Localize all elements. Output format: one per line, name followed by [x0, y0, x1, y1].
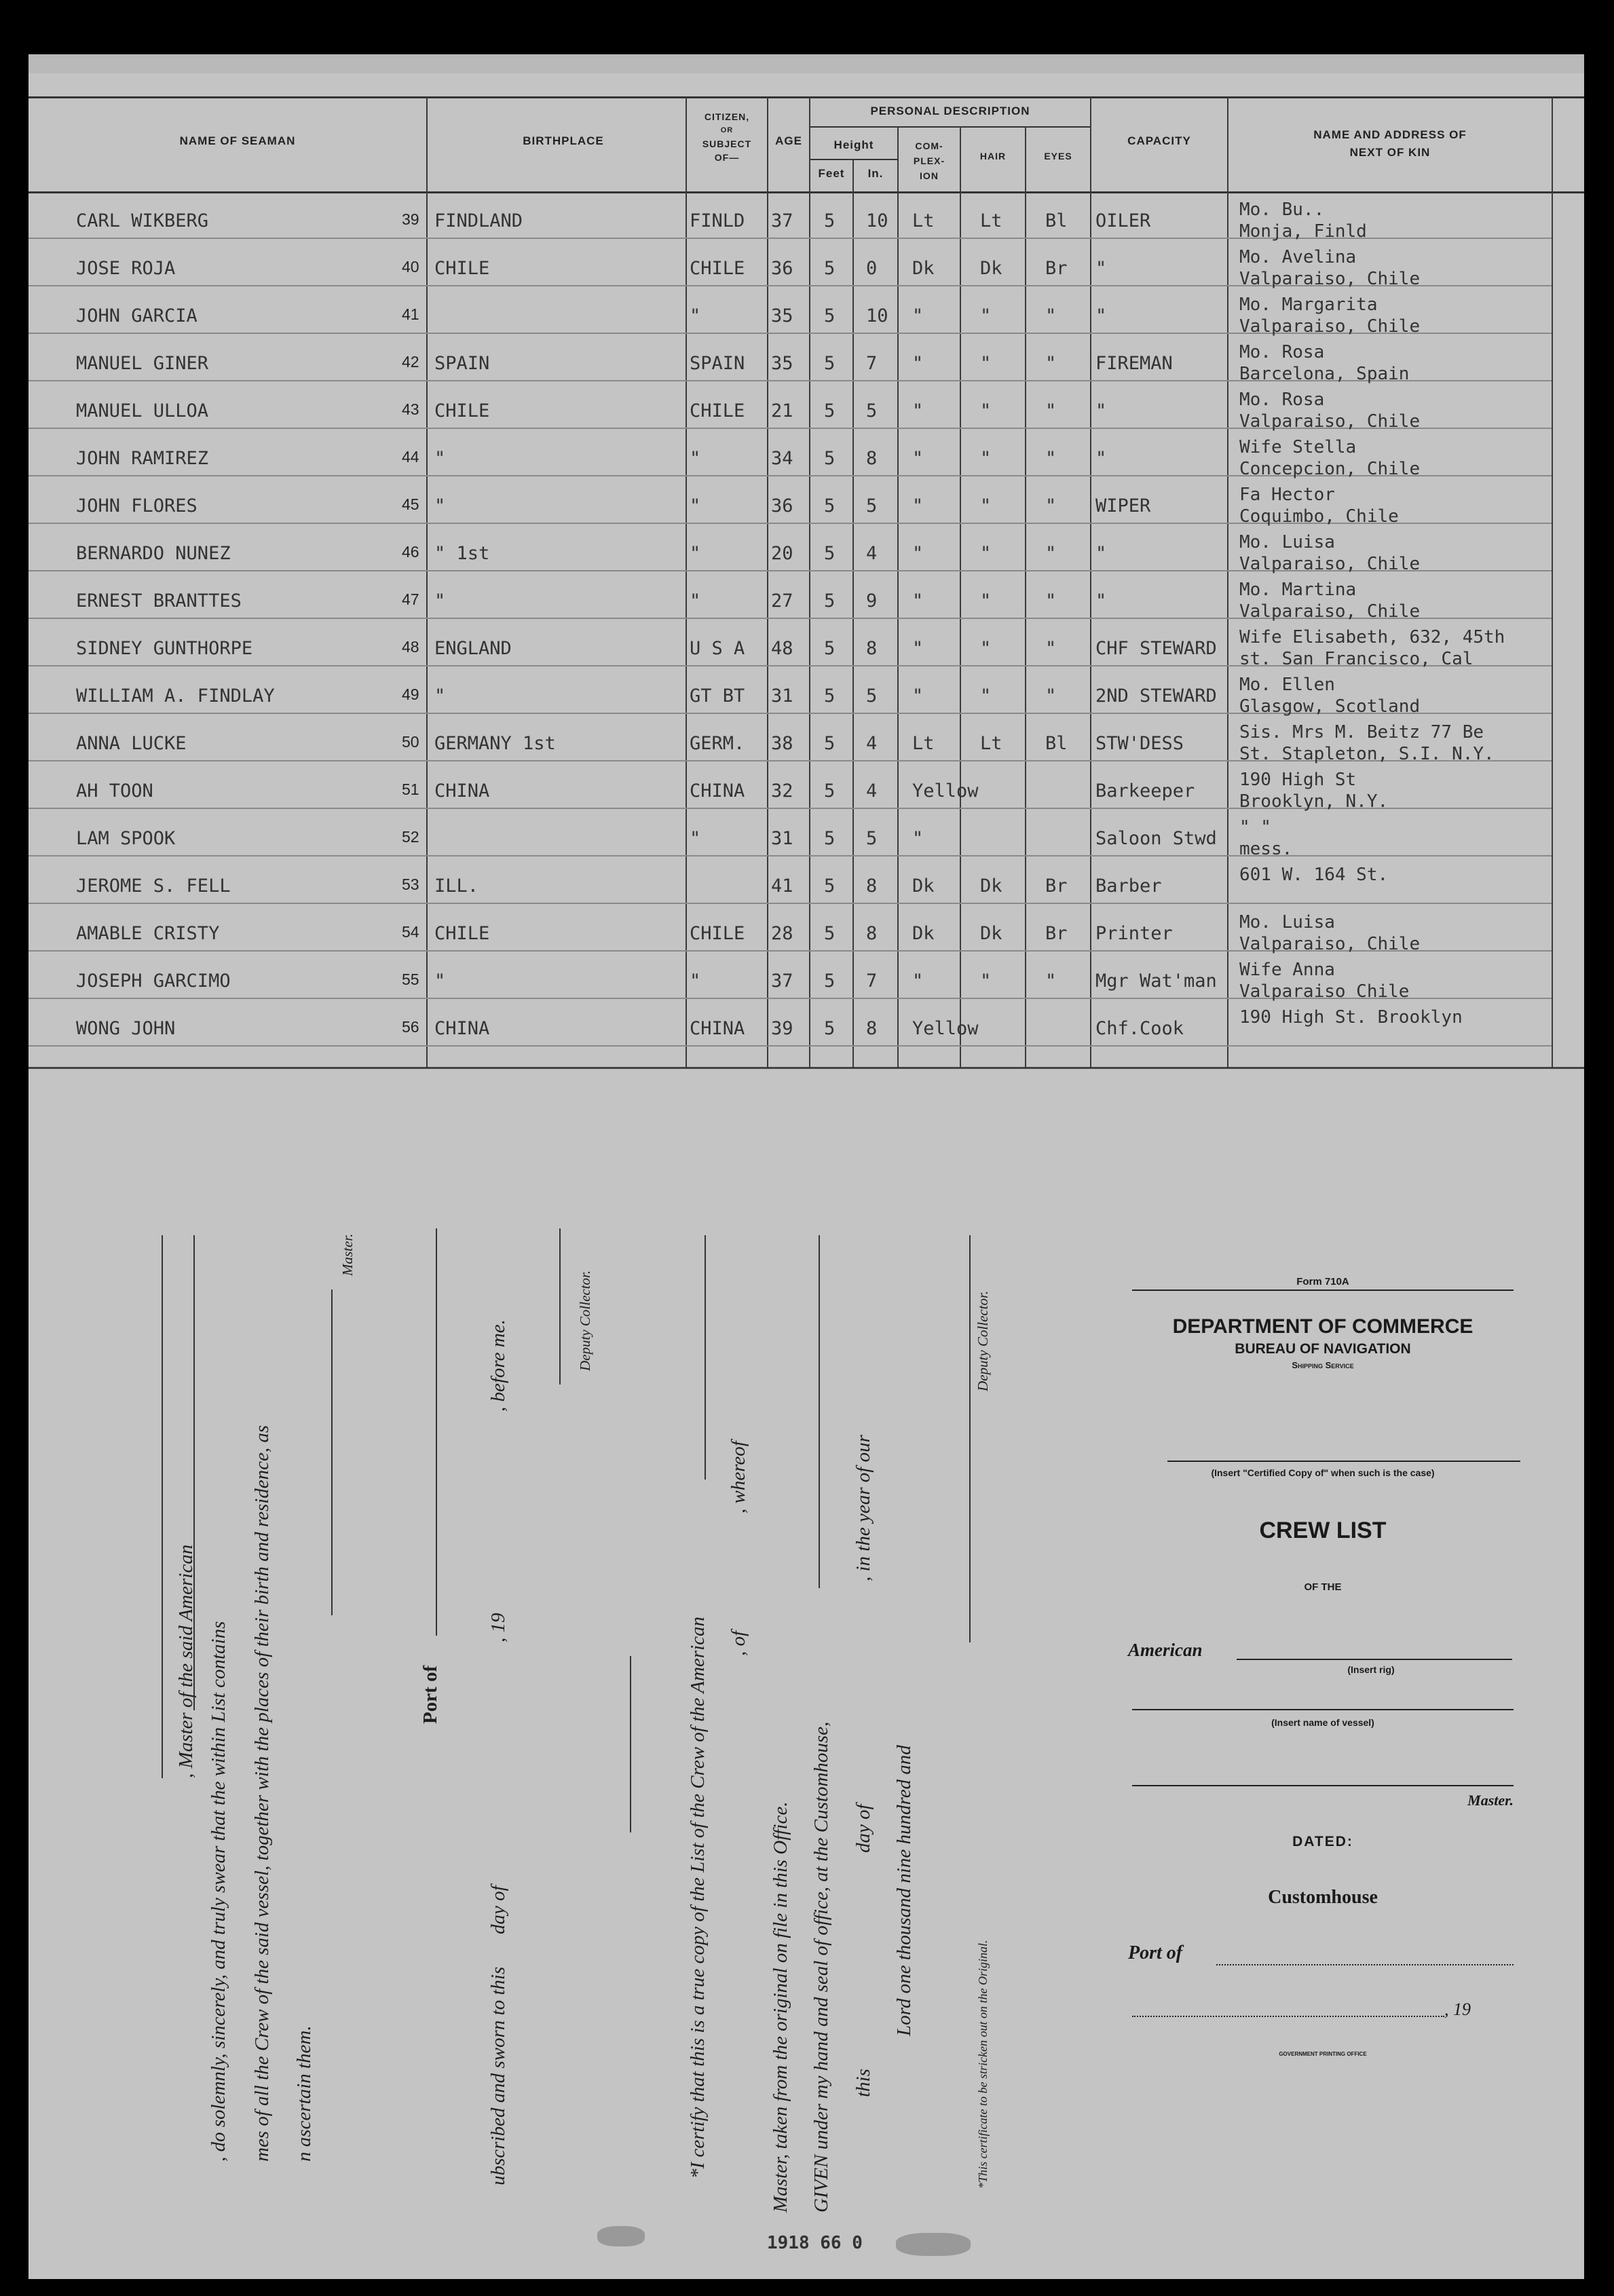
age: 28	[771, 923, 793, 944]
next-of-kin-line: Mo. Luisa	[1239, 532, 1335, 552]
complexion: Lt	[912, 733, 935, 754]
row-number: 45	[402, 495, 419, 513]
citizenship: U S A	[690, 638, 745, 659]
height-feet: 5	[824, 876, 836, 897]
citizenship: "	[690, 590, 701, 611]
eyes: Br	[1045, 258, 1068, 279]
certificate-in-year: , in the year of our	[852, 1435, 874, 1581]
seaman-name: LAM SPOOK	[76, 828, 176, 849]
row-number: 52	[402, 828, 419, 846]
header-eyes: EYES	[1044, 151, 1072, 162]
seaman-name: AMABLE CRISTY	[76, 923, 220, 944]
height-inches: 5	[866, 495, 878, 516]
birthplace: " 1st	[434, 543, 490, 564]
height-feet: 5	[824, 495, 836, 516]
seaman-name: JOHN RAMIREZ	[76, 448, 209, 469]
height-feet: 5	[824, 638, 836, 659]
next-of-kin-line: st. San Francisco, Cal	[1239, 649, 1474, 669]
capacity: Saloon Stwd	[1095, 828, 1217, 849]
capacity: "	[1095, 400, 1107, 421]
age: 39	[771, 1018, 793, 1039]
next-of-kin-line: Monja, Finld	[1239, 221, 1367, 242]
birthplace: SPAIN	[434, 353, 490, 374]
citizenship: "	[690, 828, 701, 849]
row-number: 46	[402, 543, 419, 561]
header-citizen: CITIZEN, OR SUBJECT OF—	[702, 111, 752, 163]
complexion: "	[912, 685, 924, 707]
hair: Dk	[980, 923, 1002, 944]
next-of-kin-line: Mo. Rosa	[1239, 390, 1325, 410]
oath-master-line: , Master of the said American	[175, 1544, 197, 1778]
next-of-kin-line: Mo. Rosa	[1239, 342, 1325, 362]
complexion: "	[912, 590, 924, 611]
age: 34	[771, 448, 793, 469]
height-inches: 4	[866, 780, 878, 802]
complexion: "	[912, 400, 924, 421]
seaman-name: AH TOON	[76, 780, 153, 802]
citizenship: CHINA	[690, 780, 745, 802]
seaman-name: MANUEL ULLOA	[76, 400, 209, 421]
certificate-this: this	[852, 2069, 874, 2097]
capacity: Barkeeper	[1095, 780, 1195, 802]
seaman-name: JOHN GARCIA	[76, 305, 198, 326]
cover-american: American	[1128, 1640, 1203, 1660]
oath-master-label: Master.	[339, 1233, 356, 1276]
seaman-name: BERNARDO NUNEZ	[76, 543, 231, 564]
complexion: "	[912, 543, 924, 564]
eyes: "	[1045, 353, 1057, 374]
citizenship: CHILE	[690, 258, 745, 279]
next-of-kin-line: Valparaiso, Chile	[1239, 601, 1421, 622]
next-of-kin-line: Wife Stella	[1239, 437, 1357, 457]
age: 31	[771, 685, 793, 707]
citizenship: GERM.	[690, 733, 745, 754]
seaman-name: SIDNEY GUNTHORPE	[76, 638, 253, 659]
next-of-kin-line: Valparaiso Chile	[1239, 981, 1410, 1002]
torn-edge	[29, 54, 1584, 73]
age: 36	[771, 258, 793, 279]
cover-dated: DATED:	[1292, 1834, 1353, 1849]
height-inches: 4	[866, 733, 878, 754]
next-of-kin-line: Valparaiso, Chile	[1239, 934, 1421, 954]
cover-year: , 19	[1444, 1999, 1471, 2019]
next-of-kin-line: Concepcion, Chile	[1239, 459, 1421, 479]
eyes: "	[1045, 400, 1057, 421]
next-of-kin-line: mess.	[1239, 839, 1293, 859]
cover-insert-certified: (Insert "Certified Copy of" when such is the case)	[1211, 1467, 1435, 1478]
complexion: "	[912, 638, 924, 659]
height-inches: 5	[866, 685, 878, 707]
oath-year: , 19	[487, 1613, 509, 1642]
birthplace: CHINA	[434, 780, 490, 802]
capacity: "	[1095, 258, 1107, 279]
birthplace: CHILE	[434, 258, 490, 279]
age: 20	[771, 543, 793, 564]
age: 32	[771, 780, 793, 802]
height-inches: 10	[866, 305, 888, 326]
row-number: 48	[402, 638, 419, 656]
next-of-kin-line: Valparaiso, Chile	[1239, 316, 1421, 337]
capacity: Mgr Wat'man	[1095, 971, 1217, 992]
birthplace: ILL.	[434, 876, 479, 897]
certificate-line-4: GIVEN under my hand and seal of office, at the Customhouse,	[810, 1721, 832, 2213]
complexion: Yellow	[912, 780, 979, 802]
citizenship: "	[690, 971, 701, 992]
hair: "	[980, 495, 992, 516]
header-age: AGE	[775, 134, 802, 147]
hair: Lt	[980, 210, 1002, 231]
height-feet: 5	[824, 353, 836, 374]
height-inches: 5	[866, 400, 878, 421]
header-hair: HAIR	[979, 151, 1007, 162]
hair: "	[980, 305, 992, 326]
ink-smudge	[597, 2226, 645, 2246]
row-number: 56	[402, 1018, 419, 1036]
header-birthplace: BIRTHPLACE	[523, 134, 604, 147]
height-feet: 5	[824, 543, 836, 564]
oath-port-of: Port of	[419, 1665, 441, 1724]
complexion: Dk	[912, 876, 935, 897]
complexion: Yellow	[912, 1018, 979, 1039]
cover-insert-vessel: (Insert name of vessel)	[1271, 1717, 1374, 1728]
row-rule	[29, 903, 1552, 904]
age: 36	[771, 495, 793, 516]
header-complexion: COM- PLEX- ION	[913, 140, 945, 181]
citizenship: CHILE	[690, 923, 745, 944]
citizenship: "	[690, 543, 701, 564]
certificate-line-3: Master, taken from the original on file in this Office.	[770, 1801, 791, 2213]
seaman-name: WONG JOHN	[76, 1018, 176, 1039]
cover-bureau: BUREAU OF NAVIGATION	[1235, 1341, 1411, 1357]
capacity: STW'DESS	[1095, 733, 1184, 754]
height-feet: 5	[824, 828, 836, 849]
height-inches: 8	[866, 638, 878, 659]
header-next-of-kin: NAME AND ADDRESS OF NEXT OF KIN	[1313, 128, 1467, 159]
citizenship: GT BT	[690, 685, 745, 707]
capacity: "	[1095, 543, 1107, 564]
height-feet: 5	[824, 305, 836, 326]
age: 31	[771, 828, 793, 849]
ink-smudge	[896, 2233, 971, 2256]
eyes: "	[1045, 590, 1057, 611]
row-number: 51	[402, 780, 419, 798]
hair: "	[980, 448, 992, 469]
height-inches: 10	[866, 210, 888, 231]
eyes: "	[1045, 971, 1057, 992]
capacity: Printer	[1095, 923, 1173, 944]
height-feet: 5	[824, 400, 836, 421]
hair: "	[980, 353, 992, 374]
capacity: "	[1095, 590, 1107, 611]
age: 48	[771, 638, 793, 659]
hair: "	[980, 590, 992, 611]
height-inches: 7	[866, 971, 878, 992]
height-inches: 5	[866, 828, 878, 849]
next-of-kin-line: Brooklyn, N.Y.	[1239, 791, 1389, 812]
seaman-name: MANUEL GINER	[76, 353, 209, 374]
complexion: Lt	[912, 210, 935, 231]
height-inches: 7	[866, 353, 878, 374]
eyes: "	[1045, 638, 1057, 659]
eyes: "	[1045, 448, 1057, 469]
capacity: "	[1095, 448, 1107, 469]
eyes: Br	[1045, 876, 1068, 897]
row-number: 47	[402, 590, 419, 608]
oath-deputy-collector: Deputy Collector.	[577, 1270, 593, 1371]
height-inches: 8	[866, 448, 878, 469]
age: 27	[771, 590, 793, 611]
citizenship: "	[690, 448, 701, 469]
seaman-name: WILLIAM A. FINDLAY	[76, 685, 275, 707]
certificate-day-of: day of	[852, 1804, 874, 1853]
hair: "	[980, 638, 992, 659]
header-inches: In.	[867, 167, 884, 180]
height-feet: 5	[824, 733, 836, 754]
hair: "	[980, 543, 992, 564]
oath-line-4: n ascertain them.	[293, 2025, 315, 2162]
row-number: 50	[402, 733, 419, 751]
age: 21	[771, 400, 793, 421]
hair: "	[980, 400, 992, 421]
row-number: 40	[402, 258, 419, 276]
capacity: "	[1095, 305, 1107, 326]
birthplace: "	[434, 448, 446, 469]
height-inches: 9	[866, 590, 878, 611]
next-of-kin-line: Mo. Ellen	[1239, 675, 1335, 695]
age: 35	[771, 305, 793, 326]
next-of-kin-line: 190 High St	[1239, 770, 1357, 790]
next-of-kin-line: 601 W. 164 St.	[1239, 865, 1389, 885]
hair: Dk	[980, 258, 1002, 279]
next-of-kin-line: Valparaiso, Chile	[1239, 554, 1421, 574]
header-feet: Feet	[818, 167, 845, 180]
eyes: Bl	[1045, 210, 1068, 231]
capacity: FIREMAN	[1095, 353, 1173, 374]
oath-subscribed: ubscribed and sworn to this	[487, 1966, 509, 2185]
age: 41	[771, 876, 793, 897]
height-inches: 8	[866, 923, 878, 944]
next-of-kin-line: Wife Anna	[1239, 960, 1335, 980]
citizenship: CHINA	[690, 1018, 745, 1039]
header-personal-description: PERSONAL DESCRIPTION	[870, 105, 1030, 117]
next-of-kin-line: 190 High St. Brooklyn	[1239, 1007, 1463, 1028]
header-height: Height	[833, 138, 874, 151]
birthplace: ENGLAND	[434, 638, 512, 659]
seaman-name: JOSEPH GARCIMO	[76, 971, 231, 992]
hair: "	[980, 971, 992, 992]
cover-title: CREW LIST	[1259, 1518, 1387, 1543]
cover-port-of: Port of	[1128, 1942, 1183, 1963]
oath-day-of: day of	[487, 1885, 509, 1934]
height-feet: 5	[824, 590, 836, 611]
height-inches: 4	[866, 543, 878, 564]
next-of-kin-line: Glasgow, Scotland	[1239, 696, 1421, 717]
row-rule	[29, 855, 1552, 857]
eyes: "	[1045, 543, 1057, 564]
height-inches: 0	[866, 258, 878, 279]
certificate-line-1: *I certify that this is a true copy of the List of the Crew of the American	[687, 1616, 709, 2179]
row-number: 42	[402, 353, 419, 371]
height-feet: 5	[824, 448, 836, 469]
row-number: 54	[402, 923, 419, 941]
seaman-name: ERNEST BRANTTES	[76, 590, 242, 611]
hair: Dk	[980, 876, 1002, 897]
capacity: 2ND STEWARD	[1095, 685, 1217, 707]
eyes: "	[1045, 305, 1057, 326]
birthplace: GERMANY 1st	[434, 733, 556, 754]
citizenship: SPAIN	[690, 353, 745, 374]
capacity: OILER	[1095, 210, 1151, 231]
cover-printing-office: GOVERNMENT PRINTING OFFICE	[1279, 2051, 1367, 2057]
oath-line-2: , do solemnly, sincerely, and truly swear that the within List contains	[208, 1621, 229, 2162]
complexion: "	[912, 448, 924, 469]
height-feet: 5	[824, 971, 836, 992]
complexion: "	[912, 971, 924, 992]
cover-service: Shipping Service	[1292, 1360, 1354, 1370]
birthplace: CHILE	[434, 923, 490, 944]
age: 38	[771, 733, 793, 754]
certificate-of: , of	[728, 1630, 749, 1656]
eyes: Bl	[1045, 733, 1068, 754]
birthplace: "	[434, 685, 446, 707]
next-of-kin-line: Coquimbo, Chile	[1239, 506, 1399, 527]
next-of-kin-line: Barcelona, Spain	[1239, 364, 1410, 384]
height-inches: 8	[866, 1018, 878, 1039]
next-of-kin-line: Sis. Mrs M. Beitz 77 Be	[1239, 722, 1484, 742]
cover-master: Master.	[1467, 1792, 1514, 1809]
header-name-of-seaman: NAME OF SEAMAN	[179, 134, 296, 147]
next-of-kin-line: Valparaiso, Chile	[1239, 411, 1421, 432]
citizenship: "	[690, 305, 701, 326]
next-of-kin-line: Mo. Margarita	[1239, 295, 1378, 315]
height-feet: 5	[824, 685, 836, 707]
capacity: Barber	[1095, 876, 1162, 897]
capacity: Chf.Cook	[1095, 1018, 1184, 1039]
seaman-name: ANNA LUCKE	[76, 733, 187, 754]
next-of-kin-line: St. Stapleton, S.I. N.Y.	[1239, 744, 1495, 764]
height-inches: 8	[866, 876, 878, 897]
birthplace: CHILE	[434, 400, 490, 421]
next-of-kin-line: Mo. Luisa	[1239, 912, 1335, 933]
stamp-number: 1918 66 0	[767, 2233, 863, 2253]
hair: "	[980, 685, 992, 707]
birthplace: "	[434, 495, 446, 516]
cover-dept: DEPARTMENT OF COMMERCE	[1172, 1315, 1474, 1338]
row-number: 53	[402, 876, 419, 893]
capacity: CHF STEWARD	[1095, 638, 1217, 659]
row-number: 43	[402, 400, 419, 418]
row-rule	[29, 1045, 1552, 1047]
seaman-name: JEROME S. FELL	[76, 876, 231, 897]
eyes: "	[1045, 495, 1057, 516]
next-of-kin-line: Mo. Bu..	[1239, 200, 1325, 220]
birthplace: "	[434, 971, 446, 992]
next-of-kin-line: Fa Hector	[1239, 485, 1335, 505]
header-capacity: CAPACITY	[1127, 134, 1191, 147]
height-feet: 5	[824, 1018, 836, 1039]
citizenship: "	[690, 495, 701, 516]
capacity: WIPER	[1095, 495, 1151, 516]
seaman-name: CARL WIKBERG	[76, 210, 209, 231]
age: 37	[771, 210, 793, 231]
row-number: 41	[402, 305, 419, 323]
citizenship: FINLD	[690, 210, 745, 231]
row-number: 44	[402, 448, 419, 466]
next-of-kin-line: Valparaiso, Chile	[1239, 269, 1421, 289]
row-number: 55	[402, 971, 419, 988]
row-number: 49	[402, 685, 419, 703]
next-of-kin-line: Mo. Martina	[1239, 580, 1357, 600]
cover-insert-rig: (Insert rig)	[1347, 1664, 1395, 1675]
eyes: Br	[1045, 923, 1068, 944]
next-of-kin-line: Wife Elisabeth, 632, 45th	[1239, 627, 1505, 647]
height-feet: 5	[824, 258, 836, 279]
birthplace: FINDLAND	[434, 210, 523, 231]
complexion: "	[912, 353, 924, 374]
complexion: "	[912, 828, 924, 849]
oath-line-3: mes of all the Crew of the said vessel, together with the places of their birth and residence, as	[251, 1425, 273, 2162]
birthplace: "	[434, 590, 446, 611]
complexion: Dk	[912, 258, 935, 279]
oath-before-me: , before me.	[487, 1319, 509, 1412]
certificate-footnote: *This certificate to be stricken out on the Original.	[976, 1940, 990, 2189]
height-feet: 5	[824, 923, 836, 944]
cover-customhouse: Customhouse	[1268, 1887, 1378, 1908]
age: 35	[771, 353, 793, 374]
certificate-whereof: , whereof	[728, 1441, 749, 1513]
age: 37	[771, 971, 793, 992]
next-of-kin-line: Mo. Avelina	[1239, 247, 1357, 267]
certificate-deputy-collector: Deputy Collector.	[975, 1290, 991, 1391]
row-number: 39	[402, 210, 419, 228]
height-feet: 5	[824, 780, 836, 802]
height-feet: 5	[824, 210, 836, 231]
complexion: "	[912, 305, 924, 326]
cover-form: Form 710A	[1296, 1276, 1349, 1287]
citizenship: CHILE	[690, 400, 745, 421]
certificate-line-6: Lord one thousand nine hundred and	[893, 1745, 915, 2036]
birthplace: CHINA	[434, 1018, 490, 1039]
seaman-name: JOHN FLORES	[76, 495, 198, 516]
complexion: Dk	[912, 923, 935, 944]
complexion: "	[912, 495, 924, 516]
cover-of-the: OF THE	[1304, 1581, 1342, 1593]
next-of-kin-line: " "	[1239, 817, 1271, 838]
hair: Lt	[980, 733, 1002, 754]
seaman-name: JOSE ROJA	[76, 258, 176, 279]
eyes: "	[1045, 685, 1057, 707]
